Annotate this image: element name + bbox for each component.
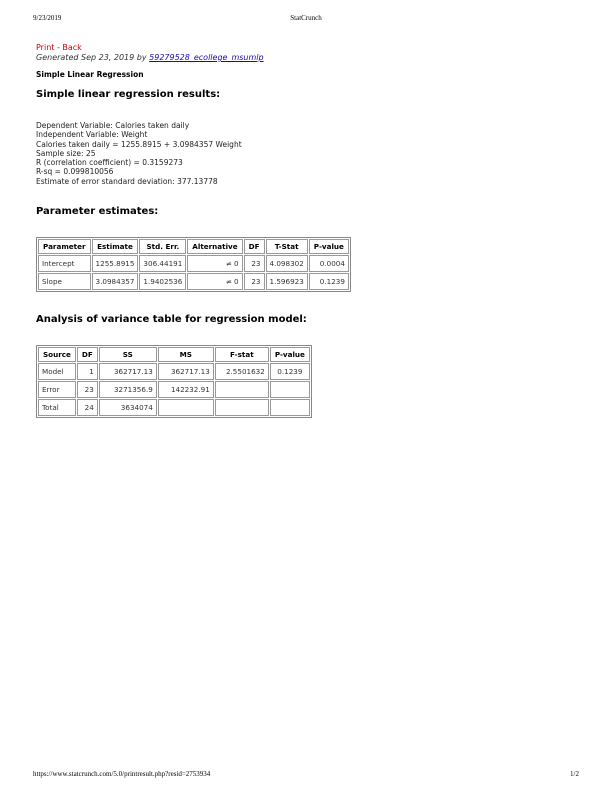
column-header: Std. Err.: [139, 239, 186, 254]
column-header: F-stat: [215, 347, 269, 362]
table-header-row: [38, 239, 349, 254]
result-line: Estimate of error standard deviation: 377.13778: [36, 176, 218, 186]
result-line: Independent Variable: Weight: [36, 130, 148, 140]
column-header: MS: [158, 347, 214, 362]
result-line: Calories taken daily = 1255.8915 + 3.0984357 Weight: [36, 139, 242, 149]
table-row: [38, 399, 310, 416]
table-cell: 142232.91: [158, 381, 214, 398]
print-site-title: StatCrunch: [290, 14, 322, 22]
column-header: Estimate: [92, 239, 139, 254]
table-cell: 3634074: [99, 399, 157, 416]
table-cell: Model: [38, 363, 76, 380]
table-cell: 4.098302: [266, 255, 308, 272]
print-header: [33, 14, 579, 24]
table-row: [38, 381, 310, 398]
column-header: Source: [38, 347, 76, 362]
table-cell: ≠ 0: [187, 273, 242, 290]
table-cell: 0.1239: [270, 363, 310, 380]
table-cell: 362717.13: [99, 363, 157, 380]
anova-table: [36, 345, 312, 418]
nav-separator: -: [56, 43, 60, 52]
result-line: R (correlation coefficient) = 0.3159273: [36, 158, 183, 168]
table-cell: [215, 399, 269, 416]
page-number: 1/2: [570, 770, 579, 778]
table-cell: 23: [244, 273, 265, 290]
table-cell: 3.0984357: [92, 273, 139, 290]
user-link[interactable]: 59279528_ecollege_msumlp: [149, 53, 264, 62]
column-header: DF: [77, 347, 98, 362]
table-cell: 1.596923: [266, 273, 308, 290]
table-cell: Intercept: [38, 255, 91, 272]
column-header: P-value: [309, 239, 349, 254]
results-heading: Simple linear regression results:: [36, 89, 221, 100]
column-header: P-value: [270, 347, 310, 362]
column-header: SS: [99, 347, 157, 362]
result-line: Sample size: 25: [36, 148, 96, 158]
column-header: Parameter: [38, 239, 91, 254]
table-cell: 1.9402536: [139, 273, 186, 290]
param-heading: Parameter estimates:: [36, 206, 159, 218]
print-link[interactable]: Print: [36, 43, 55, 52]
table-cell: [215, 381, 269, 398]
table-cell: Total: [38, 399, 76, 416]
table-cell: 2.5501632: [215, 363, 269, 380]
anova-heading: Analysis of variance table for regression model:: [36, 314, 307, 326]
table-cell: 23: [244, 255, 265, 272]
parameter-estimates-table: [36, 237, 351, 292]
print-footer: [33, 770, 579, 780]
generated-prefix: Generated Sep 23, 2019 by: [36, 53, 147, 62]
report-content: [36, 43, 576, 418]
result-line: R-sq = 0.099810056: [36, 167, 114, 177]
table-cell: Error: [38, 381, 76, 398]
table-cell: [270, 381, 310, 398]
table-row: [38, 273, 349, 290]
table-cell: 3271356.9: [99, 381, 157, 398]
table-cell: 0.1239: [309, 273, 349, 290]
print-date: 9/23/2019: [33, 14, 62, 22]
column-header: DF: [244, 239, 265, 254]
column-header: Alternative: [187, 239, 242, 254]
table-row: [38, 363, 310, 380]
table-cell: 1255.8915: [92, 255, 139, 272]
back-link[interactable]: Back: [62, 43, 82, 52]
column-header: T-Stat: [266, 239, 308, 254]
table-cell: Slope: [38, 273, 91, 290]
table-cell: [270, 399, 310, 416]
result-line: Dependent Variable: Calories taken daily: [36, 121, 190, 130]
generated-line: [36, 53, 576, 63]
results-text: [36, 121, 576, 186]
nav-links: [36, 43, 576, 53]
table-cell: ≠ 0: [187, 255, 242, 272]
table-header-row: [38, 347, 310, 362]
table-cell: 0.0004: [309, 255, 349, 272]
table-cell: 306.44191: [139, 255, 186, 272]
page-title: Simple Linear Regression: [36, 70, 144, 79]
table-cell: [158, 399, 214, 416]
table-row: [38, 255, 349, 272]
table-cell: 1: [77, 363, 98, 380]
table-cell: 362717.13: [158, 363, 214, 380]
table-cell: 24: [77, 399, 98, 416]
table-cell: 23: [77, 381, 98, 398]
print-url: https://www.statcrunch.com/5.0/printresult.php?resid=2753934: [33, 770, 211, 778]
